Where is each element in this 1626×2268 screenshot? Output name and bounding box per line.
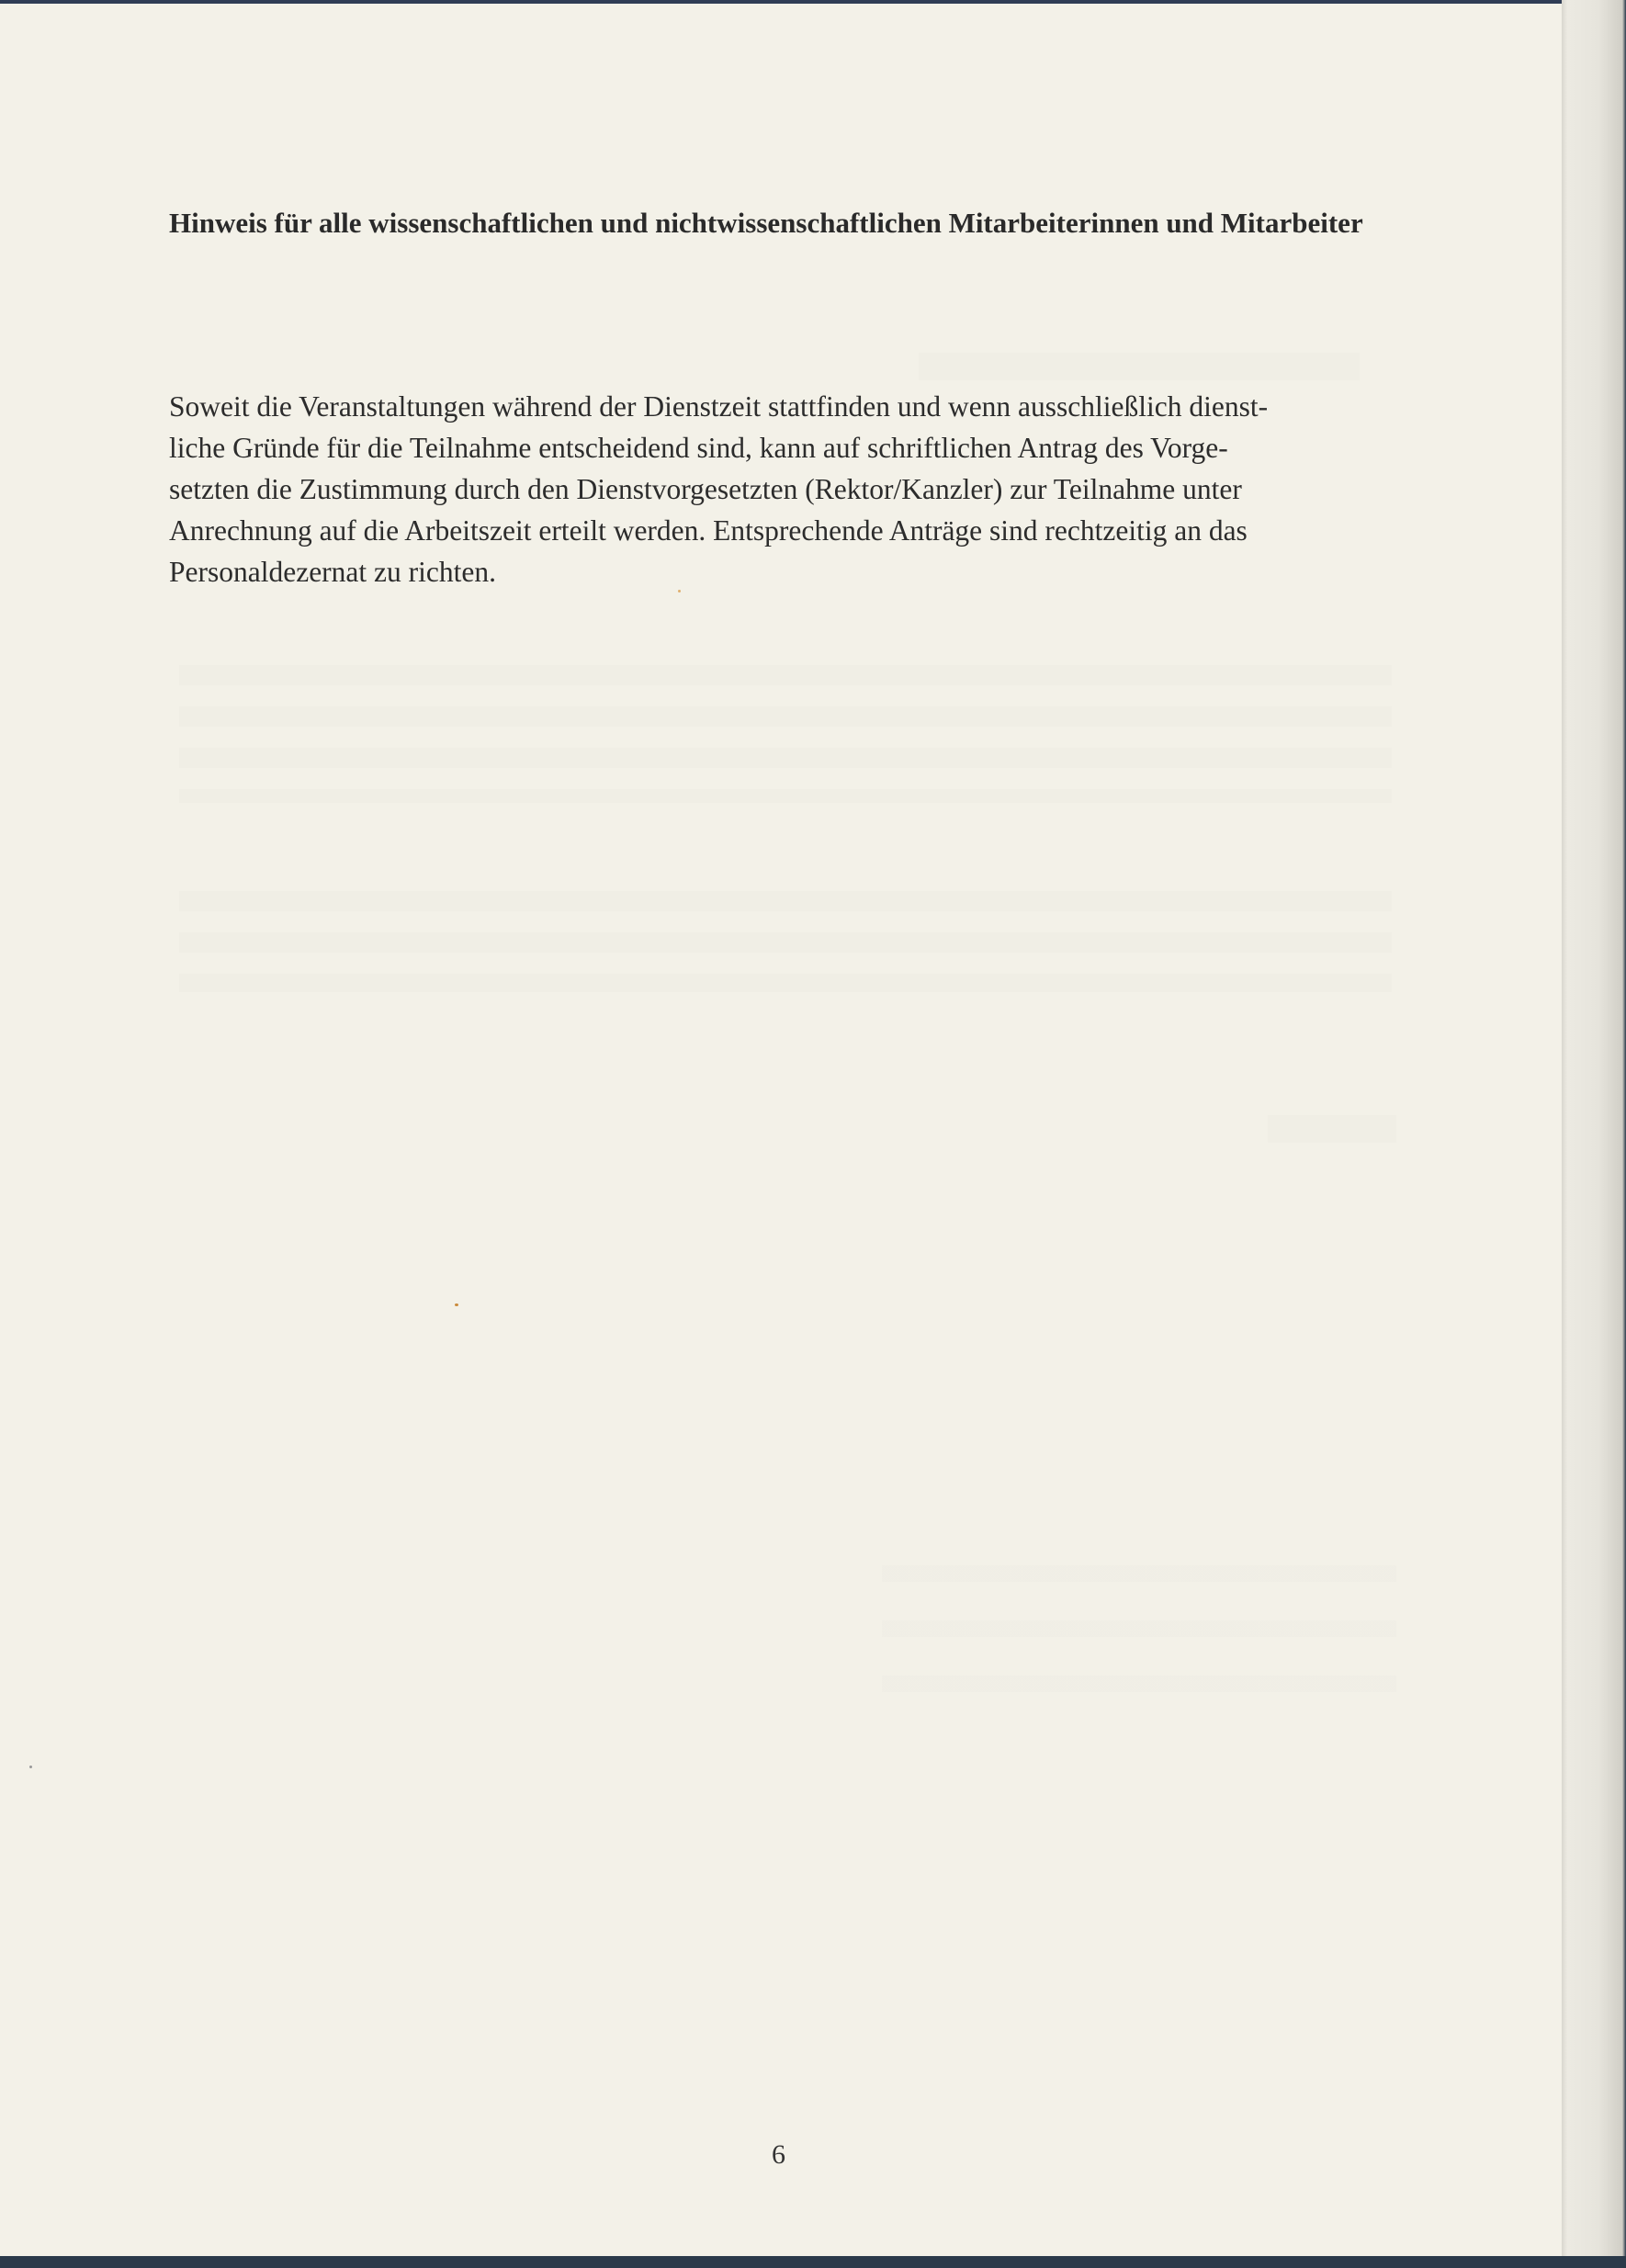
paragraph-line: Soweit die Veranstaltungen während der Dienstzeit stattfinden und wenn ausschließlich dienst- [169, 390, 1269, 423]
show-through-block [919, 353, 1360, 380]
show-through-block [1268, 1115, 1396, 1143]
show-through-block [179, 665, 1392, 803]
document-page [0, 4, 1562, 2256]
paragraph-line: Personaldezernat zu richten. [169, 556, 496, 588]
paragraph-line: liche Gründe für die Teilnahme entscheidend sind, kann auf schriftlichen Antrag des Vorge- [169, 432, 1228, 464]
notice-heading: Hinweis für alle wissenschaftlichen und nichtwissenschaftlichen Mitarbeiterinnen und Mitarbeiter [169, 207, 1363, 239]
notice-paragraph [169, 386, 1382, 592]
scan-bottom-edge [0, 2256, 1626, 2268]
show-through-block [179, 891, 1392, 992]
show-through-block [882, 1565, 1396, 1731]
page-number: 6 [772, 2139, 785, 2170]
dust-speck [29, 1766, 32, 1768]
next-page-edge [1562, 0, 1626, 2268]
paragraph-line: Anrechnung auf die Arbeitszeit erteilt werden. Entsprechende Anträge sind rechtzeitig an das [169, 514, 1248, 547]
dust-speck [455, 1303, 458, 1306]
paragraph-line: setzten die Zustimmung durch den Dienstvorgesetzten (Rektor/Kanzler) zur Teilnahme unter [169, 473, 1242, 505]
